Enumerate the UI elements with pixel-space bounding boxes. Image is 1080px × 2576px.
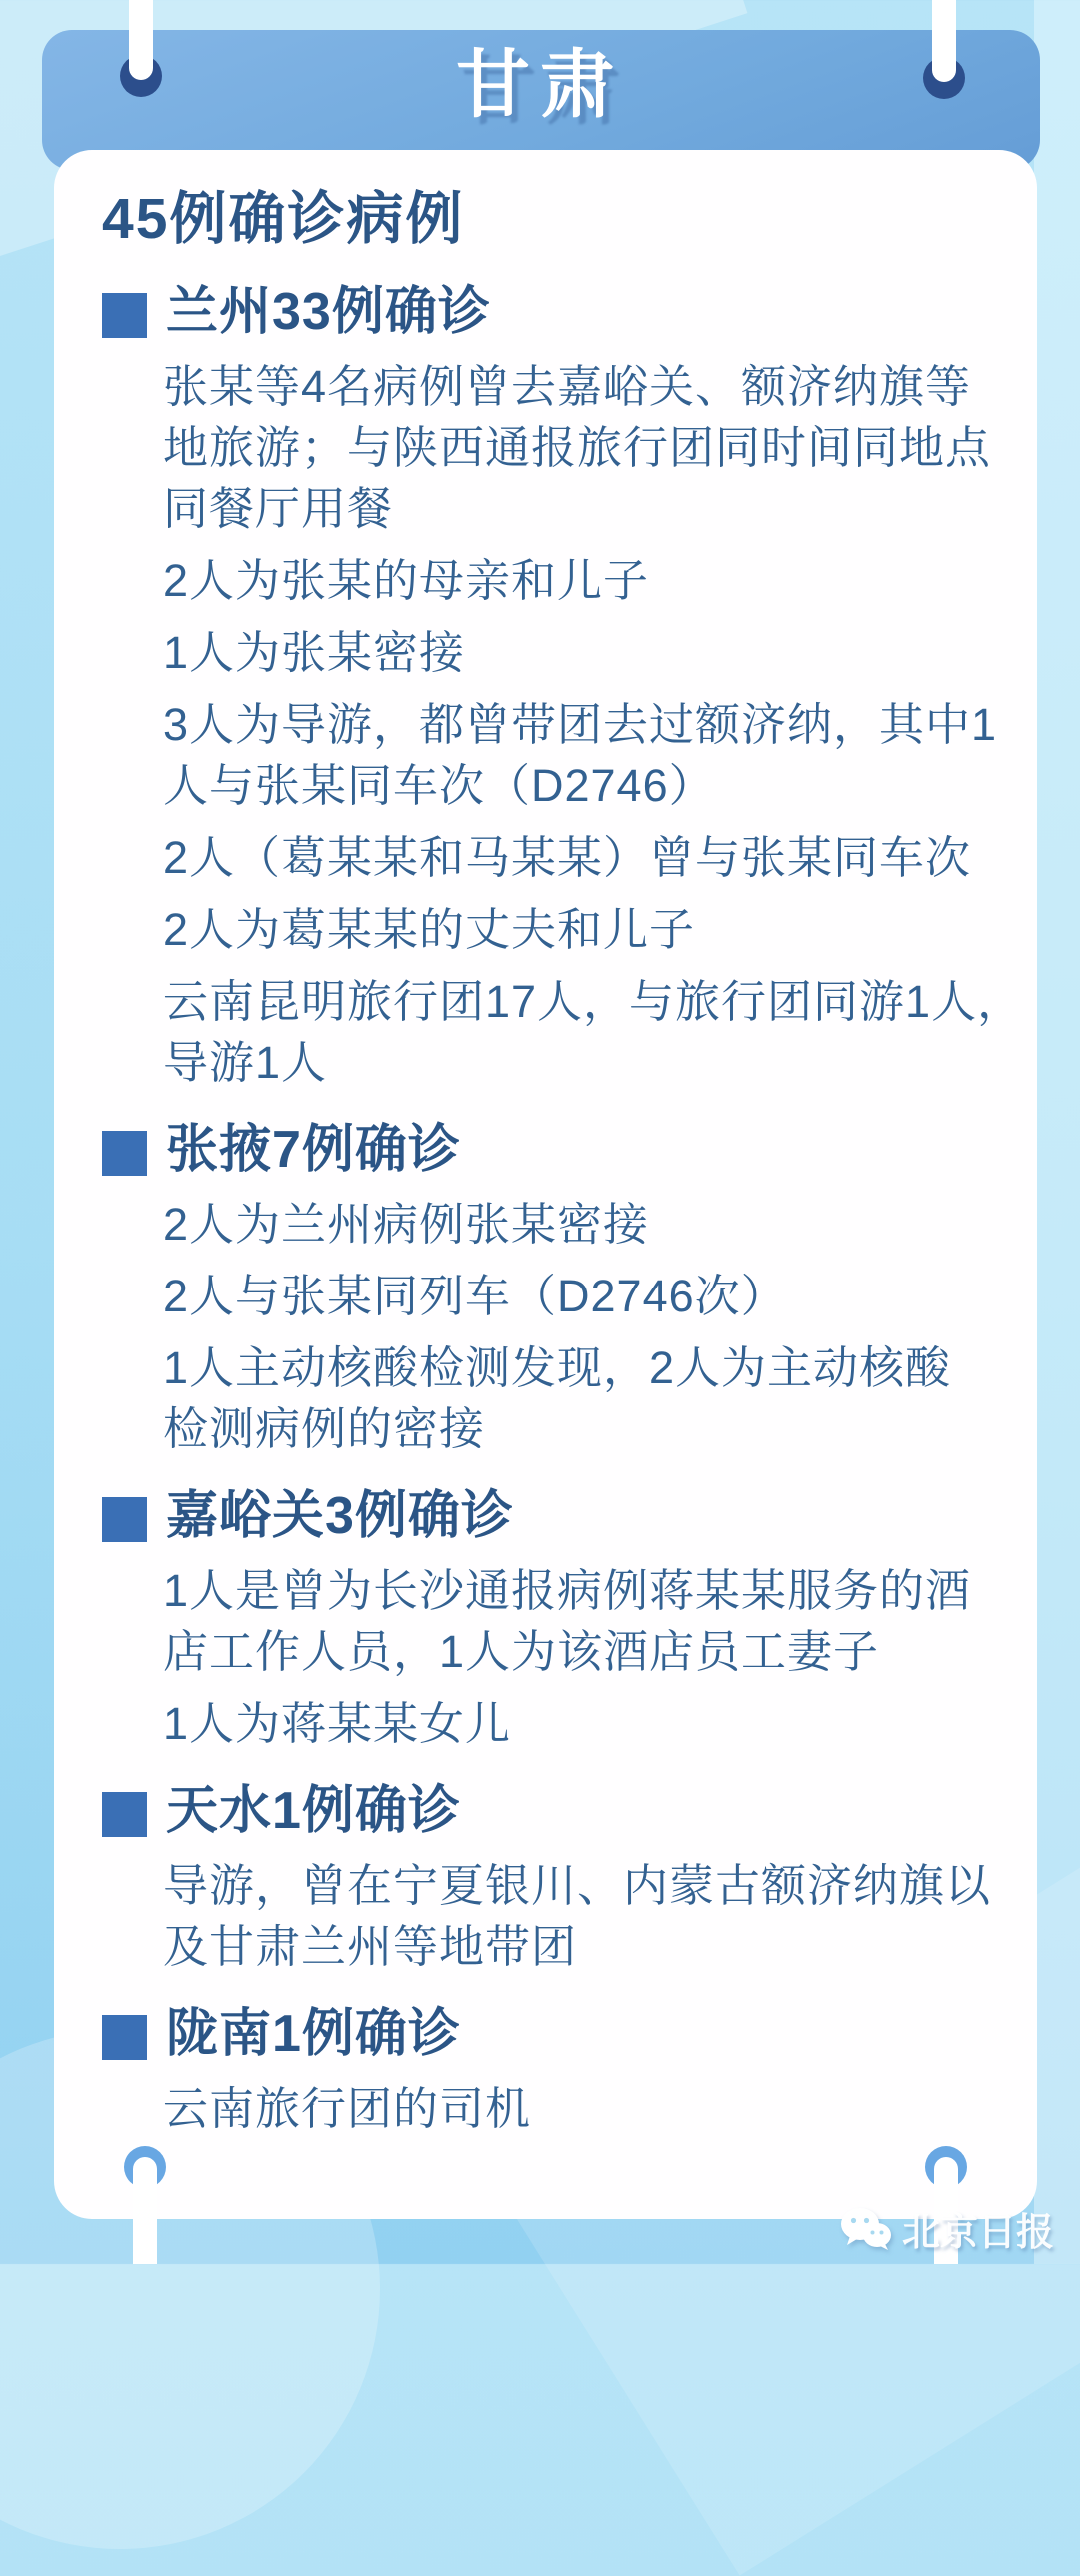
case-paragraph (163, 694, 998, 816)
publisher-name: 北京日报 (901, 2212, 1054, 2254)
case-paragraph (163, 1855, 992, 1977)
city-section (102, 1778, 992, 1977)
case-paragraph (163, 827, 985, 888)
background-light-band-right (1034, 0, 1080, 2264)
section-header (102, 1117, 985, 1183)
body-line: 2人为兰州病例张某密接 (163, 1199, 650, 1251)
section-title: 张掖7例确诊 (166, 1121, 461, 1180)
section-title: 嘉峪关3例确诊 (166, 1487, 514, 1546)
square-bullet-icon (102, 1131, 147, 1176)
body-line: 及甘肃兰州等地带团 (163, 1921, 578, 1973)
city-section (102, 1483, 985, 1754)
section-header (102, 1483, 985, 1549)
content-card (54, 150, 1037, 2219)
body-line: 云南旅行团的司机 (163, 2083, 532, 2135)
case-paragraph (163, 899, 985, 960)
case-paragraph (163, 971, 1024, 1093)
square-bullet-icon (102, 1497, 147, 1542)
case-paragraph (163, 356, 992, 539)
case-paragraph (163, 2078, 985, 2139)
body-line: 张某等4名病例曾去嘉峪关、额济纳旗等 (163, 361, 972, 413)
section-title: 兰州33例确诊 (166, 283, 491, 342)
body-line: 1人为蒋某某女儿 (163, 1698, 512, 1750)
body-line: 2人为张某的母亲和儿子 (163, 555, 650, 607)
case-paragraph (163, 622, 985, 683)
body-line: 1人为张某密接 (163, 627, 466, 679)
body-line: 导游，曾在宁夏银川、内蒙古额济纳旗以 (163, 1860, 992, 1912)
strap-bottom-left (133, 2157, 157, 2264)
case-paragraph (163, 550, 985, 611)
sections-list (102, 279, 1024, 2139)
body-line: 云南昆明旅行团17人，与旅行团同游1人， (163, 976, 1024, 1028)
wechat-icon (840, 2207, 892, 2251)
case-count-heading: 45例确诊病例 (102, 187, 465, 251)
body-line: 2人为葛某某的丈夫和儿子 (163, 904, 696, 956)
section-header (102, 279, 985, 345)
body-line: 同餐厅用餐 (163, 483, 394, 535)
city-section (102, 279, 1024, 1093)
body-line: 店工作人员，1人为该酒店员工妻子 (163, 1626, 880, 1678)
square-bullet-icon (102, 293, 147, 338)
section-header (102, 2001, 985, 2067)
square-bullet-icon (102, 1792, 147, 1837)
case-paragraph (163, 1693, 985, 1754)
square-bullet-icon (102, 2015, 147, 2060)
city-section (102, 1117, 985, 1459)
case-paragraph (163, 1560, 985, 1682)
section-header (102, 1778, 985, 1844)
publisher-watermark (840, 2201, 1054, 2256)
case-paragraph (163, 1194, 985, 1255)
body-line: 1人是曾为长沙通报病例蒋某某服务的酒 (163, 1565, 972, 1617)
body-line: 检测病例的密接 (163, 1403, 486, 1455)
province-title: 甘肃 (456, 43, 624, 126)
body-line: 2人与张某同列车（D2746次） (163, 1271, 787, 1322)
case-paragraph (163, 1337, 985, 1459)
case-paragraph (163, 1266, 985, 1326)
strap-top-left (129, 0, 153, 80)
city-section (102, 2001, 985, 2139)
body-line: 地旅游；与陕西通报旅行团同时间同地点 (163, 422, 992, 474)
body-line: 导游1人 (163, 1037, 328, 1089)
section-title: 天水1例确诊 (166, 1782, 461, 1841)
strap-top-right (932, 0, 956, 82)
body-line: 人与张某同车次（D2746） (163, 760, 715, 812)
body-line: 1人主动核酸检测发现，2人为主动核酸 (163, 1342, 952, 1394)
body-line: 3人为导游，都曾带团去过额济纳，其中1 (163, 699, 998, 751)
section-title: 陇南1例确诊 (166, 2005, 461, 2064)
body-line: 2人（葛某某和马某某）曾与张某同车次 (163, 832, 972, 884)
